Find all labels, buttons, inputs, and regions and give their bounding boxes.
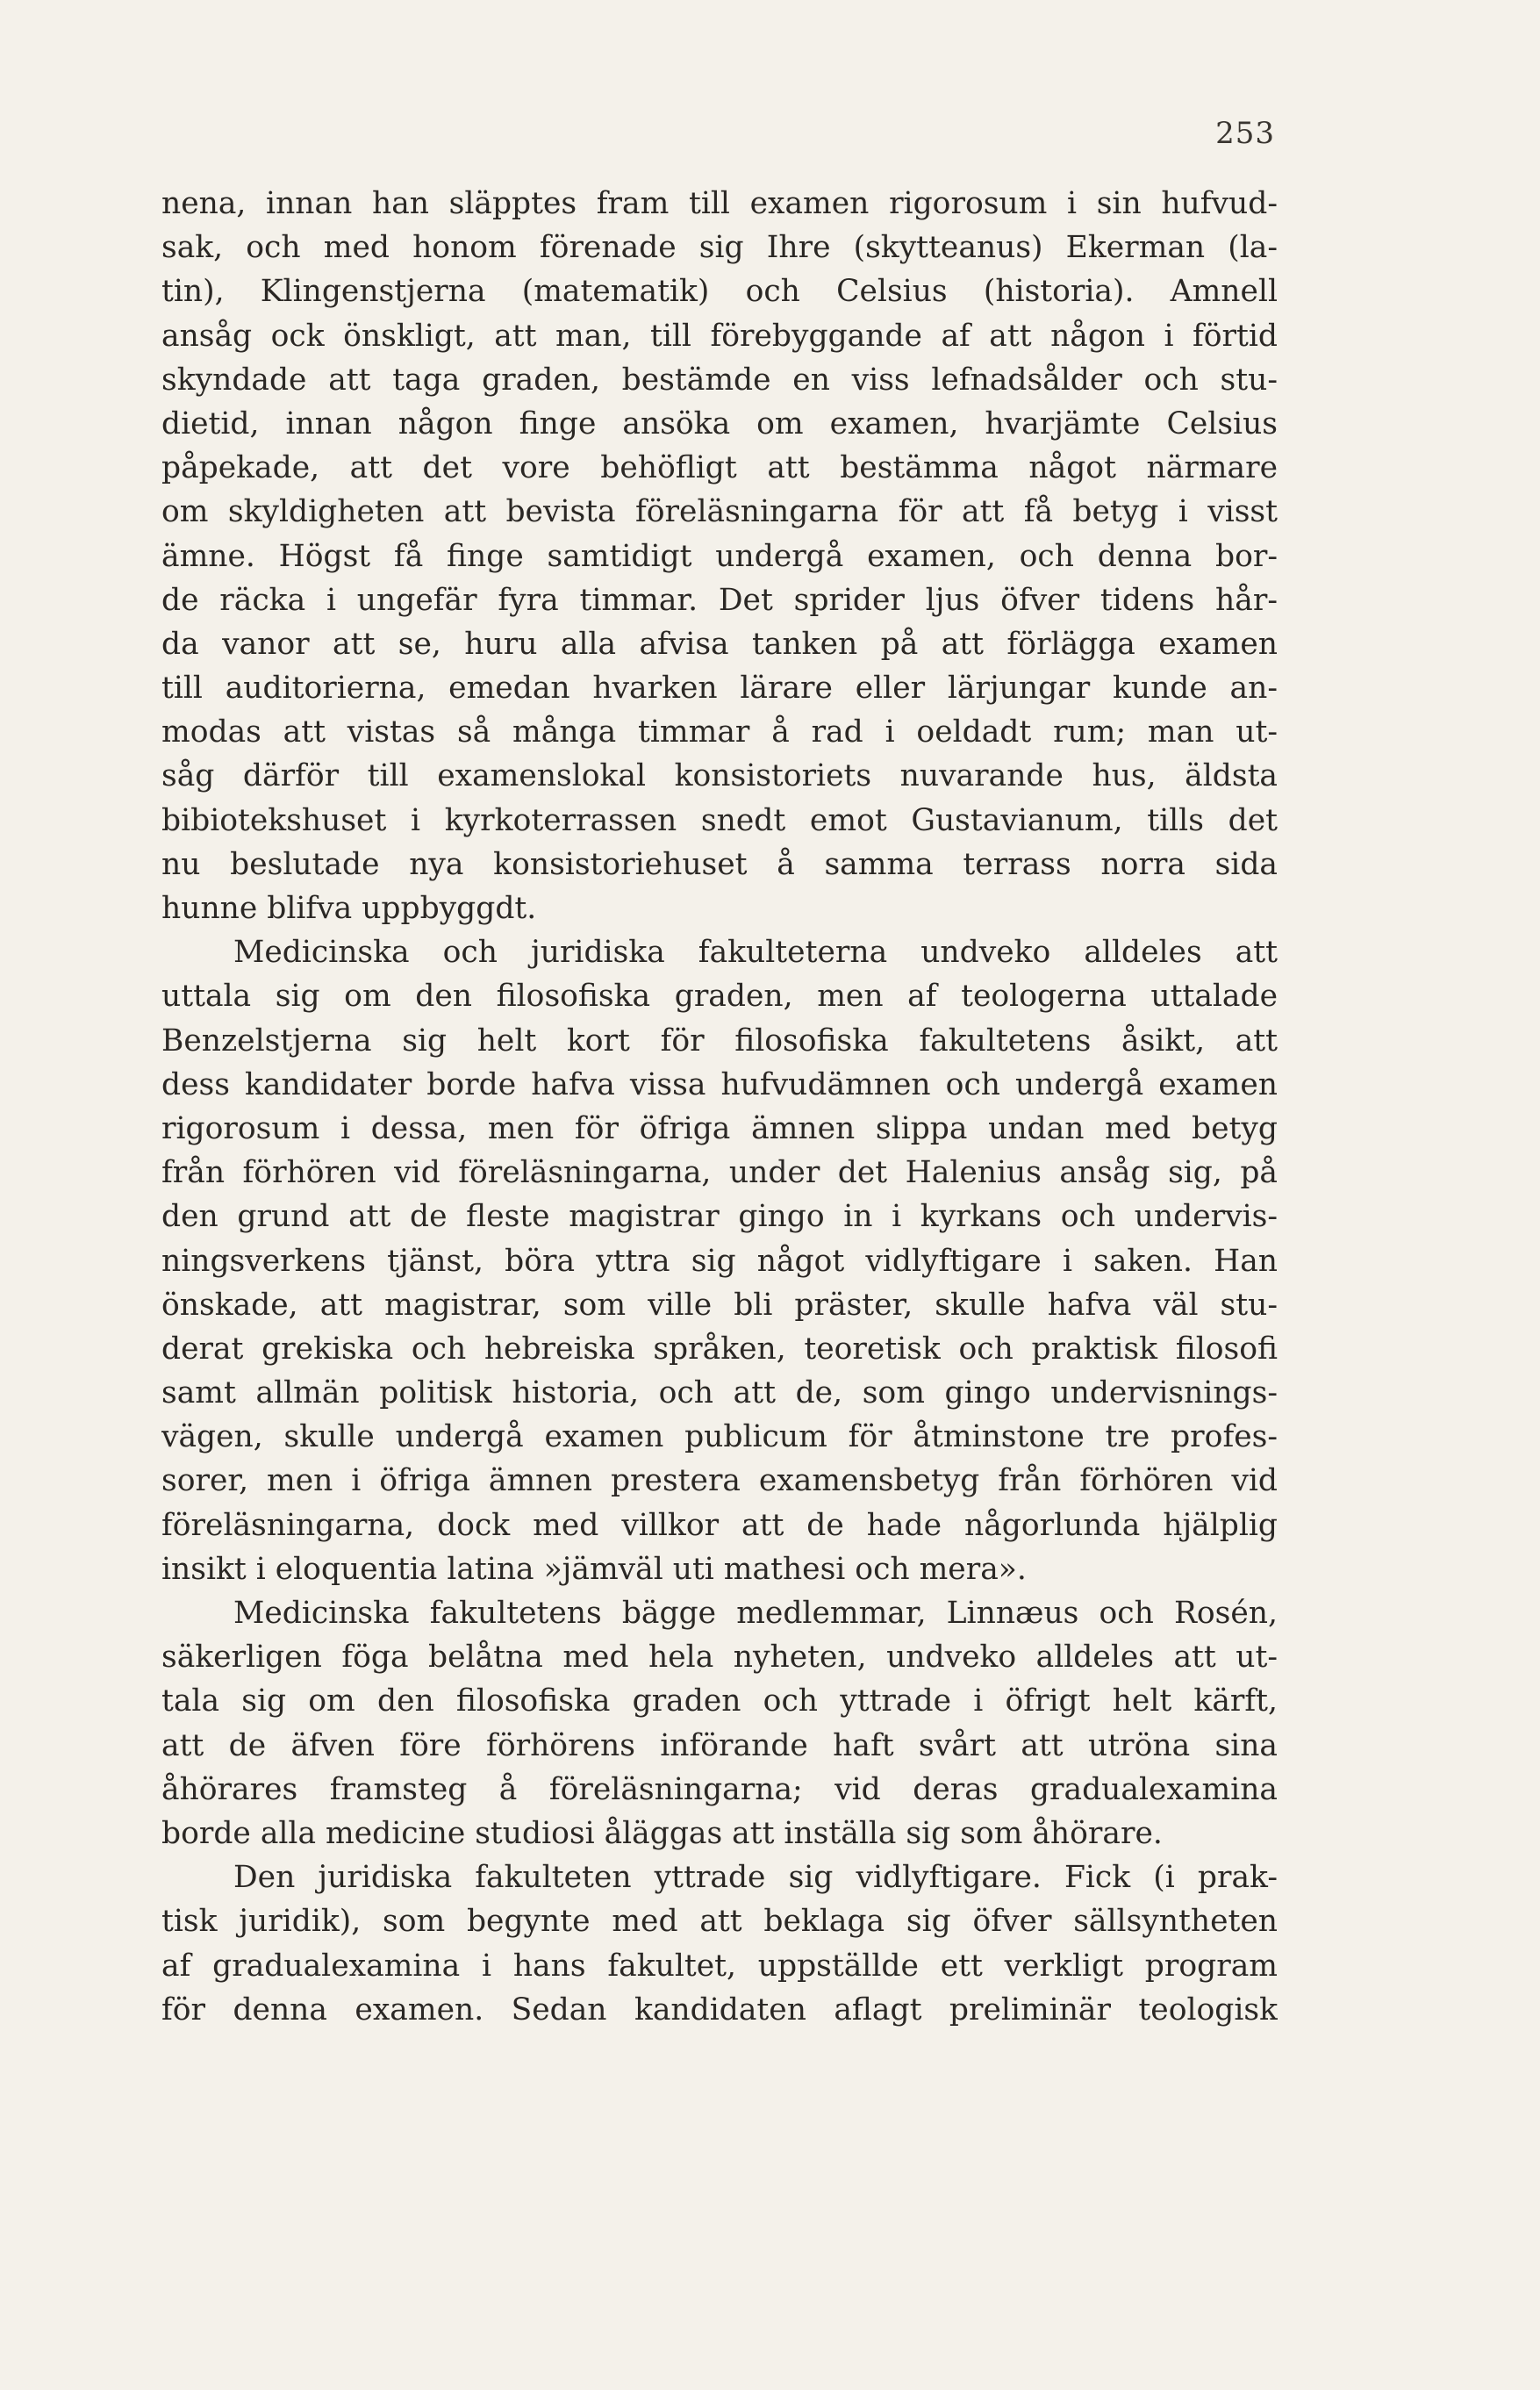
text-line: borde alla medicine studiosi åläggas att inställa sig som åhörare. — [161, 1815, 1163, 1851]
text-line: da vanor att se, huru alla afvisa tanken på att förlägga examen — [161, 626, 1278, 662]
text-line: bibiotekshuset i kyrkoterrassen snedt emot Gustavianum, tills det — [161, 802, 1278, 838]
text-line: önskade, att magistrar, som ville bli präster, skulle hafva väl stu- — [161, 1287, 1278, 1323]
text-line: tala sig om den filosofiska graden och yttrade i öfrigt helt kärft, — [161, 1683, 1278, 1719]
text-line: till auditorierna, emedan hvarken lärare eller lärjungar kunde an- — [161, 671, 1278, 707]
text-line: rigorosum i dessa, men för öfriga ämnen slippa undan med betyg — [161, 1110, 1278, 1146]
text-line: tin), Klingenstjerna (matematik) och Celsius (historia). Amnell — [161, 274, 1278, 310]
text-line: föreläsningarna, dock med villkor att de hade någorlunda hjälplig — [161, 1507, 1278, 1543]
text-line: de räcka i ungefär fyra timmar. Det sprider ljus öfver tidens hår- — [161, 582, 1278, 618]
text-line: ningsverkens tjänst, böra yttra sig något vidlyftigare i saken. Han — [161, 1243, 1278, 1279]
text-line: ansåg ock önskligt, att man, till förebyggande af att någon i förtid — [161, 318, 1278, 354]
text-line: derat grekiska och hebreiska språken, teoretisk och praktisk filosofi — [161, 1331, 1278, 1367]
text-line: sak, och med honom förenade sig Ihre (skytteanus) Ekerman (la- — [161, 230, 1278, 266]
text-line: vägen, skulle undergå examen publicum för åtminstone tre profes- — [161, 1419, 1278, 1455]
text-line: påpekade, att det vore behöfligt att bestämma något närmare — [161, 450, 1278, 486]
text-line: för denna examen. Sedan kandidaten aflagt preliminär teologisk — [161, 1992, 1278, 2028]
text-line: modas att vistas så många timmar å rad i oeldadt rum; man ut- — [161, 714, 1278, 750]
text-line: säkerligen föga belåtna med hela nyheten, undveko alldeles att ut- — [161, 1640, 1278, 1676]
text-line: nena, innan han släpptes fram till examen rigorosum i sin hufvud- — [161, 186, 1278, 221]
text-line: åhörares framsteg å föreläsningarna; vid deras gradualexamina — [161, 1771, 1278, 1807]
text-line: dietid, innan någon finge ansöka om examen, hvarjämte Celsius — [161, 406, 1278, 441]
text-line: Medicinska fakultetens bägge medlemmar, Linnæus och Rosén, — [233, 1596, 1278, 1631]
text-line: nu beslutade nya konsistoriehuset å samma terrass norra sida — [161, 846, 1278, 882]
text-line: af gradualexamina i hans fakultet, uppställde ett verkligt program — [161, 1948, 1278, 1984]
text-line: uttala sig om den filosofiska graden, men af teologerna uttalade — [161, 979, 1278, 1015]
text-line: om skyldigheten att bevista föreläsningarna för att få betyg i visst — [161, 494, 1278, 530]
text-line: den grund att de fleste magistrar gingo in i kyrkans och undervis- — [161, 1199, 1278, 1235]
body-text — [161, 182, 1278, 2032]
text-line: Benzelstjerna sig helt kort för filosofiska fakultetens åsikt, att — [161, 1023, 1278, 1059]
text-line: hunne blifva uppbyggdt. — [161, 891, 537, 926]
text-line: skyndade att taga graden, bestämde en viss lefnadsålder och stu- — [161, 362, 1278, 398]
text-line: dess kandidater borde hafva vissa hufvudämnen och undergå examen — [161, 1066, 1278, 1102]
text-line: tisk juridik), som begynte med att beklaga sig öfver sällsyntheten — [161, 1904, 1278, 1940]
text-line: Den juridiska fakulteten yttrade sig vidlyftigare. Fick (i prak- — [233, 1860, 1278, 1896]
text-line: ämne. Högst få finge samtidigt undergå examen, och denna bor- — [161, 538, 1278, 574]
text-line: såg därför till examenslokal konsistoriets nuvarande hus, äldsta — [161, 758, 1278, 794]
text-line: från förhören vid föreläsningarna, under det Halenius ansåg sig, på — [161, 1155, 1278, 1191]
text-line: att de äfven före förhörens införande haft svårt att utröna sina — [161, 1727, 1278, 1763]
text-line: samt allmän politisk historia, och att de, som gingo undervisnings- — [161, 1375, 1278, 1411]
page-number: 253 — [1215, 116, 1275, 151]
text-line: Medicinska och juridiska fakulteterna undveko alldeles att — [233, 935, 1278, 971]
text-line: sorer, men i öfriga ämnen prestera examensbetyg från förhören vid — [161, 1463, 1278, 1499]
text-line: insikt i eloquentia latina »jämväl uti mathesi och mera». — [161, 1551, 1027, 1587]
